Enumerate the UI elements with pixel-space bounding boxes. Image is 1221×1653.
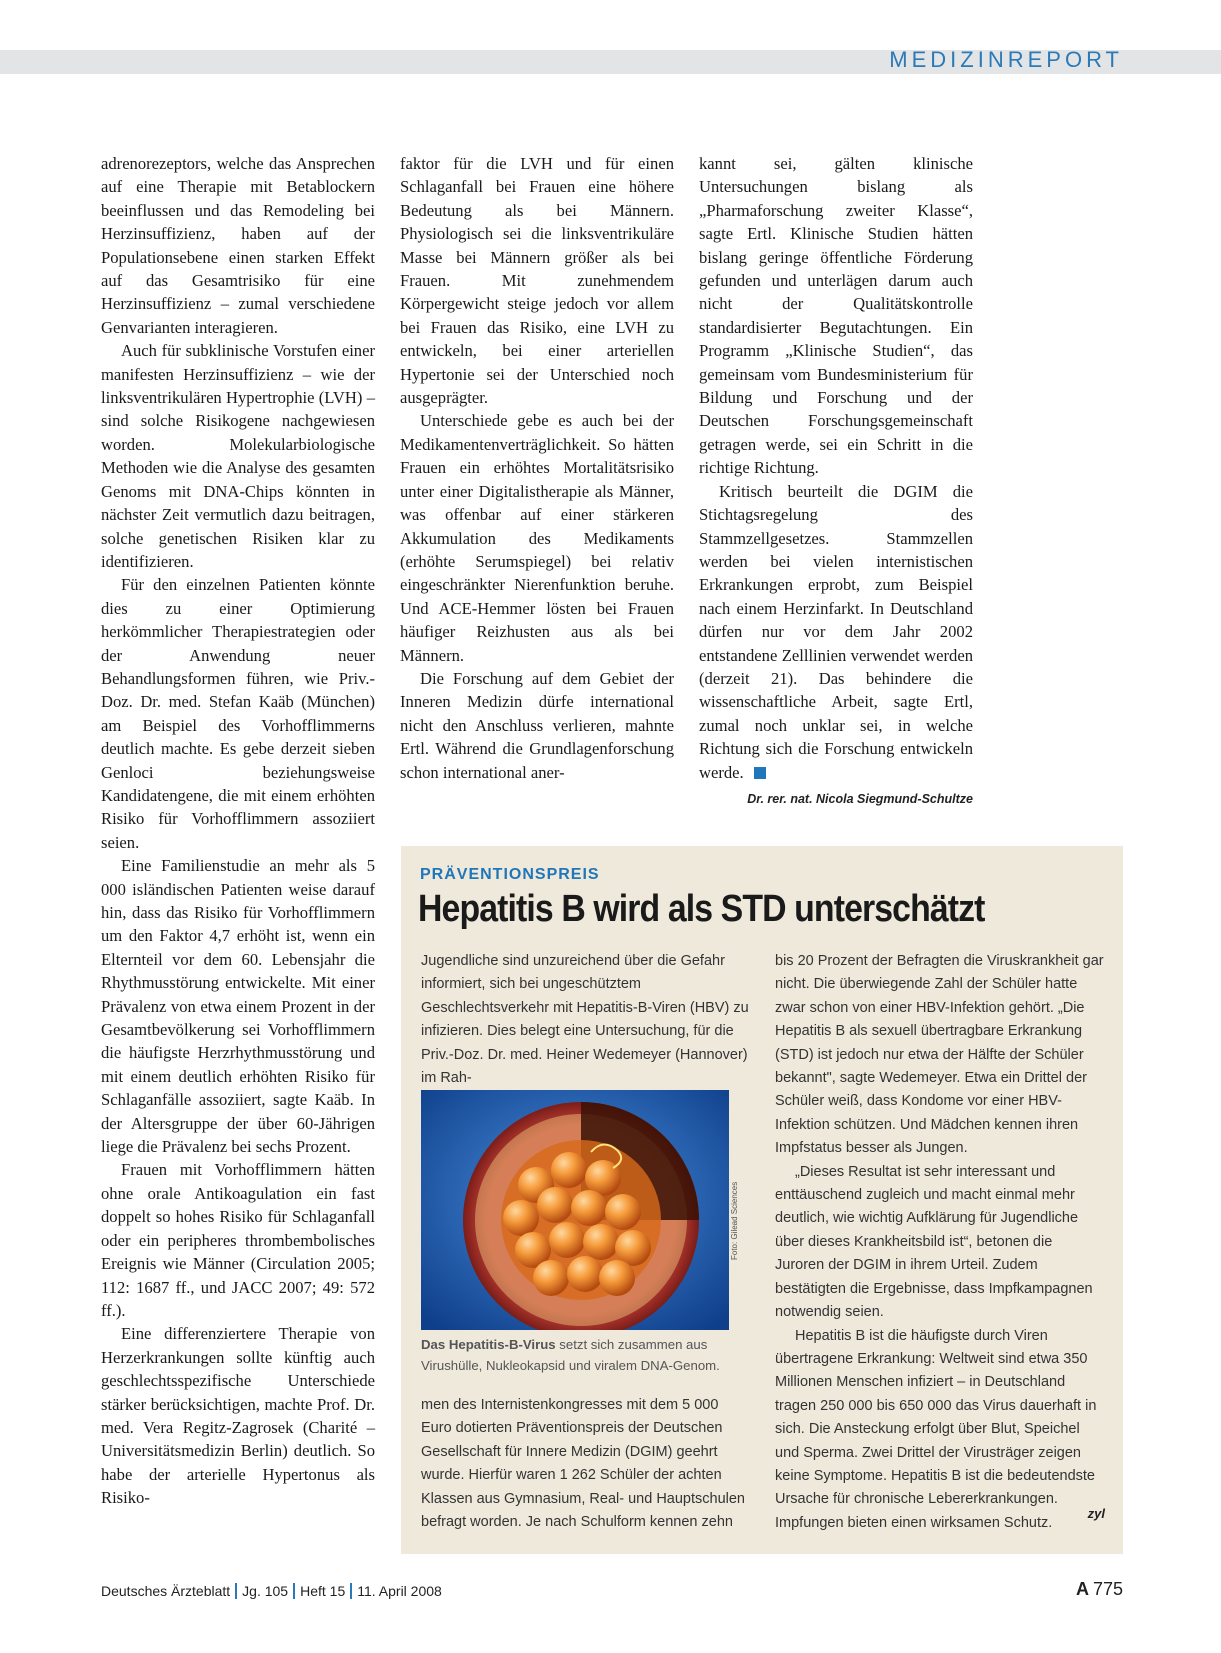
- paragraph: men des Internistenkongresses mit dem 5 000 Euro dotierten Präventionspreis der Deutschen Gesellschaft für Innere Medizin (DGIM) geehrt wurde. Hierfür waren 1 262 Schüler der achten Klassen aus Gymnasium, Real- und Hauptschulen befragt worden. Je nach Schulform kennen zehn: [421, 1397, 745, 1531]
- article-column-3: [699, 152, 973, 811]
- separator: [235, 1583, 237, 1599]
- page-number: [1076, 1579, 1123, 1600]
- paragraph: Jugendliche sind unzureichend über die Gefahr informiert, sich bei ungeschütztem Geschlechtsverkehr mit Hepatitis-B-Viren (HBV) zu infizieren. Dies belegt eine Untersuchung, für die Priv.-Doz. Dr. med. Heiner Wedemeyer (Hannover) im Rah-: [421, 953, 749, 1087]
- page-number-value: 775: [1092, 1579, 1123, 1599]
- paragraph: kannt sei, gälten klinische Untersuchungen bislang als „Pharmaforschung zweiter Klasse“, sagte Ertl. Klinische Studien hätten bislang geringe öffentliche Förderung gefunden und unterlägen darum auch nicht der Qualitätskontrolle standardisierter Begutachtungen. Ein Programm „Klinische Studien“, das gemeinsam vom Bundesministerium für Bildung und Forschung und der Deutschen Forschungsgemeinschaft getragen werde, sei ein Schritt in die richtige Richtung.: [699, 154, 973, 478]
- paragraph: „Dieses Resultat ist sehr interessant und enttäuschend zugleich und macht einmal mehr deutlich, wie wichtig Aufklärung für Jugendliche über dieses Krankheitsbild ist“, betonen die Juroren der DGIM in ihrem Urteil. Zudem bestätigten die Ergebnisse, dass Impfkampagnen notwendig seien.: [775, 1163, 1093, 1321]
- paragraph: Frauen mit Vorhofflimmern hätten ohne orale Antikoagulation ein fast doppelt so hohes Risiko für Schlaganfall oder ein peripheres thrombembolisches Ereignis wie Männer (Circulation 2005; 112: 1687 ff., und JACC 2007; 49: 572 ff.).: [101, 1160, 375, 1320]
- paragraph: Hepatitis B ist die häufigste durch Viren übertragene Erkrankung: Weltweit sind etwa 350 Millionen Menschen infiziert – in Deutschland tragen 250 000 bis 650 000 das Virus dauerhaft in sich. Die Ansteckung erfolgt über Blut, Speichel und Sperma. Zwei Drittel der Virusträger zeigen keine Symptome. Hepatitis B ist die bedeutendste Ursache für chronische Lebererkrankungen. Impfungen bieten einen wirksamen Schutz.: [775, 1327, 1097, 1531]
- box-column-2: [775, 950, 1105, 1535]
- article-column-1: [101, 152, 375, 1510]
- box-column-1-bottom: [421, 1394, 751, 1534]
- photo-credit: Foto: Gilead Sciences: [730, 1181, 739, 1260]
- paragraph: Unterschiede gebe es auch bei der Medikamentenverträglichkeit. So hätten Frauen ein erhöhtes Mortalitätsrisiko unter einer Digitalistherapie als Männer, was offenbar auf einer stärkeren Akkumulation des Medikaments (erhöhte Serumspiegel) bei relativ eingeschränkter Nierenfunktion beruhe. Und ACE-Hemmer lösten bei Frauen häufiger Reizhusten aus als bei Männern.: [400, 411, 674, 665]
- article-column-2: [400, 152, 674, 784]
- journal-name: Deutsches Ärzteblatt: [101, 1583, 231, 1599]
- image-caption: [421, 1334, 741, 1376]
- separator: [350, 1583, 352, 1599]
- page-prefix: A: [1075, 1579, 1089, 1599]
- page-footer: [101, 1583, 442, 1599]
- paragraph: Eine Familienstudie an mehr als 5 000 isländischen Patienten weise darauf hin, dass das Risiko für Vorhofflimmern um den Faktor 4,7 erhöht ist, wenn ein Elternteil vor dem 60. Lebensjahr die Rhythmusstörung entwickelte. Mit einer Prävalenz von etwa einem Prozent in der Gesamtbevölkerung sei Vorhofflimmern die häufigste Herzrhythmusstörung und mit einem deutlich erhöhten Risiko für Schlaganfälle assoziiert, sagte Kaäb. In der Altersgruppe der über 60-Jährigen liege die Prävalenz bei sechs Prozent.: [101, 856, 375, 1157]
- journal-volume: Jg. 105: [242, 1583, 289, 1599]
- hepatitis-b-virus-image: [421, 1090, 729, 1330]
- caption-bold: Das Hepatitis-B-Virus: [421, 1337, 556, 1352]
- box-signature: zyl: [1087, 1506, 1105, 1521]
- author-byline: Dr. rer. nat. Nicola Siegmund-Schultze: [747, 791, 973, 806]
- paragraph: faktor für die LVH und für einen Schlaganfall bei Frauen eine höhere Bedeutung als bei Männern. Physiologisch sei die linksventrikuläre Masse bei Männern größer als bei Frauen. Mit zunehmendem Körpergewicht steige jedoch vor allem bei Frauen das Risiko, eine LVH zu entwickeln, bei einer arteriellen Hypertonie sei der Unterschied noch ausgeprägter.: [400, 154, 674, 408]
- box-headline: Hepatitis B wird als STD unterschätzt: [418, 888, 985, 930]
- separator: [293, 1583, 295, 1599]
- paragraph: Auch für subklinische Vorstufen einer manifesten Herzinsuffizienz – wie der linksventrikulären Hypertrophie (LVH) – sind solche Risikogene nachgewiesen worden. Molekularbiologische Methoden wie die Analyse des gesamten Genoms mit DNA-Chips könnten in nächster Zeit vermutlich dazu beitragen, solche genetischen Risiken klar zu identifizieren.: [101, 341, 375, 571]
- paragraph: bis 20 Prozent der Befragten die Viruskrankheit gar nicht. Die überwiegende Zahl der Schüler hatte zwar schon von einer HBV-Infektion gehört. „Die Hepatitis B als sexuell übertragbare Erkrankung (STD) ist jedoch nur etwa der Hälfte der Schüler bekannt", sagte Wedemeyer. Etwa ein Drittel der Schüler weiß, dass Kondome vor einer HBV-Infektion schützen. Und Mädchen kennen ihren Impfstatus besser als Jungen.: [775, 953, 1104, 1157]
- paragraph: Die Forschung auf dem Gebiet der Inneren Medizin dürfe international nicht den Anschluss verlieren, mahnte Ertl. Während die Grundlagenforschung schon international aner-: [400, 668, 674, 782]
- end-mark-icon: [754, 767, 766, 779]
- section-label: MEDIZINREPORT: [889, 47, 1123, 72]
- sidebar-box: [401, 846, 1123, 1554]
- caption-text: setzt sich zusammen aus Virushülle, Nukleokapsid und viralem DNA-Genom.: [421, 1337, 720, 1373]
- box-column-1-top: [421, 950, 751, 1090]
- journal-date: 11. April 2008: [357, 1583, 442, 1599]
- paragraph: Für den einzelnen Patienten könnte dies zu einer Optimierung herkömmlicher Therapiestrategien oder der Anwendung neuer Behandlungsformen führen, wie Priv.-Doz. Dr. med. Stefan Kaäb (München) am Beispiel des Vorhofflimmerns deutlich machte. Es gebe derzeit sieben Genloci beziehungsweise Kandidatengene, die mit einem erhöhten Risiko für Vorhofflimmern assoziiert seien.: [101, 575, 375, 852]
- paragraph: adrenorezeptors, welche das Ansprechen auf eine Therapie mit Betablockern beeinflussen und das Remodeling bei Herzinsuffizienz, haben auf der Populationsebene einen starken Effekt auf das Gesamtrisiko für eine Herzinsuffizienz – zumal verschiedene Genvarianten interagieren.: [101, 154, 375, 337]
- paragraph: Eine differenziertere Therapie von Herzerkrankungen sollte künftig auch geschlechtsspezifische Unterschiede stärker berücksichtigen, machte Prof. Dr. med. Vera Regitz-Zagrosek (Charité – Universitätsmedizin Berlin) deutlich. So habe der arterielle Hypertonus als Risiko-: [101, 1324, 375, 1508]
- virus-illustration: [421, 1090, 729, 1330]
- journal-issue: Heft 15: [300, 1583, 346, 1599]
- paragraph-text: Kritisch beurteilt die DGIM die Stichtagsregelung des Stammzellgesetzes. Stammzellen werden bei vielen internistischen Erkrankungen erprobt, zum Beispiel nach einem Herzinfarkt. In Deutschland dürfen nur vor dem Jahr 2002 entstandene Zelllinien verwendet werden (derzeit 21). Das behindere die wissenschaftliche Arbeit, sagte Ertl, zumal noch unklar sei, in welche Richtung sich die Forschung entwickeln werde.: [699, 481, 973, 782]
- paragraph-last: [699, 480, 973, 784]
- box-kicker: PRÄVENTIONSPREIS: [420, 866, 600, 883]
